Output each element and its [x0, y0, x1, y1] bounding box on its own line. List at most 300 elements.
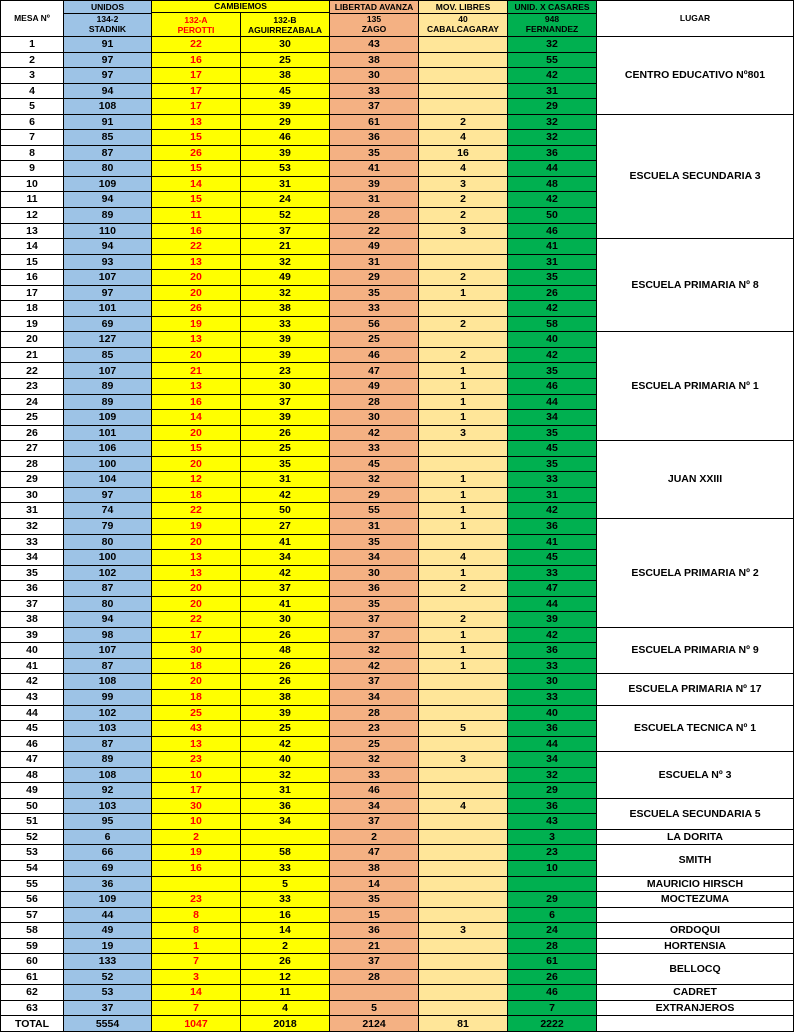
unidos-votes: 79: [64, 518, 152, 534]
fernandez-votes: 47: [508, 581, 597, 597]
unidos-votes: 87: [64, 736, 152, 752]
aguirrezabala-votes: 14: [241, 923, 330, 939]
mesa-number: 19: [1, 316, 64, 332]
zago-votes: 29: [330, 270, 419, 286]
cabalcagaray-votes: 2: [419, 612, 508, 628]
aguirrezabala-votes: 50: [241, 503, 330, 519]
cabalcagaray-votes: 1: [419, 518, 508, 534]
zago-votes: 43: [330, 37, 419, 53]
table-row: [1, 37, 794, 53]
zago-votes: 35: [330, 285, 419, 301]
aguirrezabala-votes: 2: [241, 938, 330, 954]
place-name: JUAN XXIII: [597, 441, 794, 519]
fernandez-votes: 44: [508, 394, 597, 410]
cabalcagaray-votes: 16: [419, 145, 508, 161]
zago-votes: 35: [330, 596, 419, 612]
unidos-votes: 110: [64, 223, 152, 239]
mesa-number: 55: [1, 876, 64, 892]
unidos-votes: 89: [64, 394, 152, 410]
perotti-votes: 7: [152, 954, 241, 970]
mesa-number: 1: [1, 37, 64, 53]
zago-votes: 37: [330, 99, 419, 115]
fernandez-votes: 29: [508, 892, 597, 908]
unid-x-casares-candidate: FERNANDEZ: [525, 23, 579, 34]
perotti-votes: 7: [152, 1000, 241, 1016]
mesa-number: 18: [1, 301, 64, 317]
unidos-votes: 98: [64, 627, 152, 643]
mesa-number: 27: [1, 441, 64, 457]
mesa-number: 62: [1, 985, 64, 1001]
cabalcagaray-votes: 3: [419, 923, 508, 939]
mesa-number: 26: [1, 425, 64, 441]
perotti-votes: 23: [152, 892, 241, 908]
unidos-votes: 87: [64, 581, 152, 597]
zago-votes: 32: [330, 752, 419, 768]
zago-votes: 22: [330, 223, 419, 239]
libertad-list: 135: [366, 13, 382, 24]
table-row: [1, 705, 794, 721]
fernandez-votes: 46: [508, 223, 597, 239]
perotti-votes: 13: [152, 114, 241, 130]
unidos-total: 5554: [64, 1016, 152, 1032]
mesa-number: 4: [1, 83, 64, 99]
unidos-votes: 94: [64, 192, 152, 208]
zago-votes: 28: [330, 705, 419, 721]
fernandez-votes: 42: [508, 503, 597, 519]
zago-votes: 47: [330, 845, 419, 861]
zago-votes: 37: [330, 674, 419, 690]
fernandez-votes: 44: [508, 596, 597, 612]
zago-votes: 37: [330, 612, 419, 628]
cabalcagaray-votes: 3: [419, 425, 508, 441]
aguirrezabala-candidate: AGUIRREZABALA: [247, 24, 323, 35]
aguirrezabala-votes: 40: [241, 752, 330, 768]
unidos-votes: 95: [64, 814, 152, 830]
cabalcagaray-votes: [419, 596, 508, 612]
perotti-candidate: PEROTTI: [177, 24, 215, 35]
unidos-votes: 37: [64, 1000, 152, 1016]
cabalcagaray-votes: 4: [419, 550, 508, 566]
zago-votes: 35: [330, 892, 419, 908]
zago-votes: 33: [330, 767, 419, 783]
fernandez-votes: 41: [508, 534, 597, 550]
mesa-number: 9: [1, 161, 64, 177]
cabalcagaray-votes: [419, 332, 508, 348]
zago-votes: 28: [330, 394, 419, 410]
zago-votes: 31: [330, 518, 419, 534]
table-row: [1, 829, 794, 845]
zago-votes: 35: [330, 145, 419, 161]
unidos-votes: 94: [64, 239, 152, 255]
aguirrezabala-votes: 37: [241, 223, 330, 239]
cabalcagaray-votes: [419, 99, 508, 115]
unidos-votes: 108: [64, 674, 152, 690]
zago-votes: 42: [330, 425, 419, 441]
zago-votes: 25: [330, 332, 419, 348]
aguirrezabala-votes: 39: [241, 99, 330, 115]
unidos-votes: 91: [64, 37, 152, 53]
perotti-votes: 3: [152, 969, 241, 985]
mesa-number: 33: [1, 534, 64, 550]
mesa-number: 37: [1, 596, 64, 612]
perotti-votes: 11: [152, 208, 241, 224]
fernandez-votes: 23: [508, 845, 597, 861]
cabalcagaray-votes: [419, 239, 508, 255]
unidos-votes: 101: [64, 301, 152, 317]
fernandez-votes: 50: [508, 208, 597, 224]
place-name: MAURICIO HIRSCH: [597, 876, 794, 892]
perotti-votes: 17: [152, 783, 241, 799]
perotti-votes: 20: [152, 425, 241, 441]
place-name: ESCUELA TECNICA Nº 1: [597, 705, 794, 752]
unidos-votes: 80: [64, 534, 152, 550]
zago-votes: 46: [330, 347, 419, 363]
fernandez-votes: 29: [508, 99, 597, 115]
fernandez-votes: 45: [508, 441, 597, 457]
aguirrezabala-votes: 42: [241, 565, 330, 581]
perotti-votes: 17: [152, 68, 241, 84]
libertad-party: LIBERTAD AVANZA: [330, 3, 418, 14]
unid-x-casares-list: 948: [544, 13, 560, 24]
cabalcagaray-votes: [419, 68, 508, 84]
mesa-number: 17: [1, 285, 64, 301]
mesa-number: 35: [1, 565, 64, 581]
fernandez-votes: 45: [508, 550, 597, 566]
aguirrezabala-votes: 39: [241, 145, 330, 161]
perotti-votes: 22: [152, 503, 241, 519]
unidos-votes: 6: [64, 829, 152, 845]
unidos-votes: 106: [64, 441, 152, 457]
cabalcagaray-votes: [419, 83, 508, 99]
perotti-list: 132-A: [184, 14, 208, 25]
cabalcagaray-votes: 1: [419, 472, 508, 488]
zago-votes: 32: [330, 643, 419, 659]
fernandez-votes: 46: [508, 985, 597, 1001]
unidos-votes: 19: [64, 938, 152, 954]
unidos-votes: 103: [64, 798, 152, 814]
perotti-votes: 20: [152, 534, 241, 550]
mesa-number: 39: [1, 627, 64, 643]
cabalcagaray-votes: [419, 845, 508, 861]
zago-votes: 49: [330, 239, 419, 255]
perotti-total: 1047: [152, 1016, 241, 1032]
table-row: [1, 798, 794, 814]
unidos-votes: 87: [64, 145, 152, 161]
cabalcagaray-votes: [419, 860, 508, 876]
zago-votes: 55: [330, 503, 419, 519]
fernandez-votes: 36: [508, 721, 597, 737]
zago-votes: 36: [330, 581, 419, 597]
zago-votes: 21: [330, 938, 419, 954]
aguirrezabala-votes: 34: [241, 814, 330, 830]
zago-votes: 33: [330, 301, 419, 317]
cabalcagaray-total: 81: [419, 1016, 508, 1032]
unidos-votes: 103: [64, 721, 152, 737]
unid-x-casares-party: UNID. X CASARES: [508, 3, 596, 14]
perotti-votes: 14: [152, 176, 241, 192]
fernandez-votes: 30: [508, 674, 597, 690]
aguirrezabala-votes: [241, 829, 330, 845]
cabalcagaray-votes: [419, 52, 508, 68]
fernandez-votes: 36: [508, 643, 597, 659]
mesa-number: 30: [1, 487, 64, 503]
unidos-votes: 74: [64, 503, 152, 519]
table-row: [1, 876, 794, 892]
fernandez-votes: 36: [508, 518, 597, 534]
unid-x-casares-header: [508, 1, 597, 37]
place-name: ESCUELA PRIMARIA Nº 8: [597, 239, 794, 332]
fernandez-votes: 44: [508, 736, 597, 752]
zago-votes: 61: [330, 114, 419, 130]
cabalcagaray-votes: [419, 829, 508, 845]
place-name: CENTRO EDUCATIVO Nº801: [597, 37, 794, 115]
perotti-votes: 22: [152, 239, 241, 255]
zago-votes: 36: [330, 923, 419, 939]
mesa-number: 45: [1, 721, 64, 737]
fernandez-votes: 61: [508, 954, 597, 970]
unidos-votes: 85: [64, 347, 152, 363]
unidos-party: UNIDOS: [64, 3, 151, 14]
fernandez-votes: 3: [508, 829, 597, 845]
zago-votes: 14: [330, 876, 419, 892]
unidos-votes: 108: [64, 99, 152, 115]
aguirrezabala-votes: 25: [241, 52, 330, 68]
zago-votes: 49: [330, 379, 419, 395]
aguirrezabala-votes: 30: [241, 379, 330, 395]
zago-votes: 32: [330, 472, 419, 488]
perotti-votes: 19: [152, 845, 241, 861]
mesa-number: 40: [1, 643, 64, 659]
cabalcagaray-votes: [419, 301, 508, 317]
mesa-number: 63: [1, 1000, 64, 1016]
mesa-number: 41: [1, 658, 64, 674]
aguirrezabala-votes: 32: [241, 254, 330, 270]
cabalcagaray-votes: 2: [419, 581, 508, 597]
perotti-votes: 20: [152, 456, 241, 472]
fernandez-votes: 36: [508, 145, 597, 161]
fernandez-votes: 31: [508, 83, 597, 99]
perotti-votes: 25: [152, 705, 241, 721]
cabalcagaray-votes: [419, 876, 508, 892]
unidos-votes: 97: [64, 285, 152, 301]
mesa-number: 42: [1, 674, 64, 690]
unidos-votes: 44: [64, 907, 152, 923]
cabalcagaray-votes: 2: [419, 270, 508, 286]
fernandez-votes: 26: [508, 285, 597, 301]
perotti-votes: [152, 876, 241, 892]
mesa-number: 61: [1, 969, 64, 985]
cabalcagaray-votes: 4: [419, 130, 508, 146]
zago-votes: 15: [330, 907, 419, 923]
zago-votes: 39: [330, 176, 419, 192]
fernandez-votes: 42: [508, 192, 597, 208]
place-name: ESCUELA Nº 3: [597, 752, 794, 799]
zago-votes: 31: [330, 254, 419, 270]
aguirrezabala-total: 2018: [241, 1016, 330, 1032]
cabalcagaray-votes: 2: [419, 192, 508, 208]
mesa-number: 36: [1, 581, 64, 597]
perotti-votes: 18: [152, 689, 241, 705]
cabalcagaray-votes: 1: [419, 487, 508, 503]
zago-votes: 29: [330, 487, 419, 503]
fernandez-votes: 41: [508, 239, 597, 255]
table-row: [1, 892, 794, 908]
cabalcagaray-votes: [419, 534, 508, 550]
cabalcagaray-votes: [419, 783, 508, 799]
fernandez-votes: 35: [508, 270, 597, 286]
fernandez-votes: 35: [508, 425, 597, 441]
aguirrezabala-votes: 25: [241, 721, 330, 737]
mesa-number: 51: [1, 814, 64, 830]
zago-votes: 30: [330, 68, 419, 84]
cabalcagaray-votes: [419, 441, 508, 457]
mesa-number: 25: [1, 410, 64, 426]
zago-votes: 30: [330, 565, 419, 581]
mesa-number: 53: [1, 845, 64, 861]
unidos-votes: 36: [64, 876, 152, 892]
mesa-number: 24: [1, 394, 64, 410]
table-row: [1, 752, 794, 768]
mesa-number: 44: [1, 705, 64, 721]
fernandez-votes: 26: [508, 969, 597, 985]
zago-votes: 46: [330, 783, 419, 799]
aguirrezabala-votes: 35: [241, 456, 330, 472]
cabalcagaray-votes: [419, 814, 508, 830]
unidos-votes: 53: [64, 985, 152, 1001]
aguirrezabala-votes: 39: [241, 705, 330, 721]
aguirrezabala-votes: 48: [241, 643, 330, 659]
fernandez-total: 2222: [508, 1016, 597, 1032]
perotti-votes: 20: [152, 674, 241, 690]
zago-votes: [330, 985, 419, 1001]
perotti-votes: 13: [152, 254, 241, 270]
mesa-number: 50: [1, 798, 64, 814]
place-name: MOCTEZUMA: [597, 892, 794, 908]
unidos-votes: 107: [64, 643, 152, 659]
place-name: EXTRANJEROS: [597, 1000, 794, 1016]
zago-votes: 38: [330, 52, 419, 68]
cabalcagaray-votes: 1: [419, 643, 508, 659]
zago-votes: 35: [330, 534, 419, 550]
mesa-number: 13: [1, 223, 64, 239]
mesa-number: 34: [1, 550, 64, 566]
cabalcagaray-votes: 1: [419, 627, 508, 643]
cabalcagaray-votes: 2: [419, 316, 508, 332]
zago-votes: 34: [330, 689, 419, 705]
fernandez-votes: 35: [508, 363, 597, 379]
aguirrezabala-votes: 25: [241, 441, 330, 457]
cabalcagaray-votes: [419, 985, 508, 1001]
fernandez-votes: 32: [508, 37, 597, 53]
unidos-votes: 94: [64, 83, 152, 99]
cabalcagaray-votes: [419, 705, 508, 721]
mesa-number: 10: [1, 176, 64, 192]
fernandez-votes: 28: [508, 938, 597, 954]
cabalcagaray-votes: [419, 767, 508, 783]
cabalcagaray-votes: 1: [419, 565, 508, 581]
mov-libres-party: MOV. LIBRES: [419, 3, 507, 14]
perotti-votes: 20: [152, 347, 241, 363]
aguirrezabala-votes: 38: [241, 68, 330, 84]
mesa-number: 59: [1, 938, 64, 954]
perotti-votes: 30: [152, 643, 241, 659]
aguirrezabala-votes: 33: [241, 860, 330, 876]
fernandez-votes: 31: [508, 487, 597, 503]
mesa-number: 29: [1, 472, 64, 488]
aguirrezabala-votes: 26: [241, 425, 330, 441]
mesa-number: 5: [1, 99, 64, 115]
aguirrezabala-votes: 45: [241, 83, 330, 99]
mesa-number: 52: [1, 829, 64, 845]
aguirrezabala-votes: 16: [241, 907, 330, 923]
mov-libres-candidate: CABALCAGARAY: [427, 23, 499, 34]
cabalcagaray-votes: [419, 736, 508, 752]
perotti-votes: 43: [152, 721, 241, 737]
cabalcagaray-votes: 4: [419, 161, 508, 177]
zago-votes: 28: [330, 208, 419, 224]
aguirrezabala-votes: 26: [241, 658, 330, 674]
mesa-number: 11: [1, 192, 64, 208]
cabalcagaray-votes: [419, 969, 508, 985]
fernandez-votes: 58: [508, 316, 597, 332]
mesa-number: 8: [1, 145, 64, 161]
zago-votes: 34: [330, 550, 419, 566]
fernandez-votes: [508, 876, 597, 892]
unidos-votes: 102: [64, 565, 152, 581]
mesa-number: 16: [1, 270, 64, 286]
aguirrezabala-votes: 4: [241, 1000, 330, 1016]
mesa-number: 23: [1, 379, 64, 395]
unidos-votes: 69: [64, 316, 152, 332]
cabalcagaray-votes: 1: [419, 658, 508, 674]
aguirrezabala-votes: 37: [241, 394, 330, 410]
libertad-header: [330, 1, 419, 37]
perotti-votes: 17: [152, 627, 241, 643]
fernandez-votes: 32: [508, 130, 597, 146]
aguirrezabala-votes: 38: [241, 301, 330, 317]
unidos-votes: 127: [64, 332, 152, 348]
aguirrezabala-votes: 39: [241, 332, 330, 348]
aguirrezabala-votes: 30: [241, 37, 330, 53]
mesa-number: 60: [1, 954, 64, 970]
aguirrezabala-votes: 31: [241, 176, 330, 192]
cabalcagaray-votes: 1: [419, 379, 508, 395]
mesa-number: 47: [1, 752, 64, 768]
aguirrezabala-votes: 33: [241, 316, 330, 332]
mesa-number: 20: [1, 332, 64, 348]
aguirrezabala-header: [241, 13, 330, 37]
unidos-votes: 97: [64, 52, 152, 68]
place-name: SMITH: [597, 845, 794, 876]
fernandez-votes: 42: [508, 627, 597, 643]
unidos-votes: 97: [64, 487, 152, 503]
perotti-votes: 16: [152, 394, 241, 410]
unidos-votes: 85: [64, 130, 152, 146]
perotti-votes: 26: [152, 145, 241, 161]
perotti-votes: 13: [152, 550, 241, 566]
perotti-votes: 1: [152, 938, 241, 954]
zago-votes: 25: [330, 736, 419, 752]
mesa-number: 54: [1, 860, 64, 876]
mesa-number: 57: [1, 907, 64, 923]
aguirrezabala-votes: 32: [241, 285, 330, 301]
unidos-list: 134-2: [96, 13, 119, 24]
mesa-number: 28: [1, 456, 64, 472]
zago-votes: 31: [330, 192, 419, 208]
perotti-votes: 8: [152, 907, 241, 923]
table-row: [1, 518, 794, 534]
mesa-number: 2: [1, 52, 64, 68]
